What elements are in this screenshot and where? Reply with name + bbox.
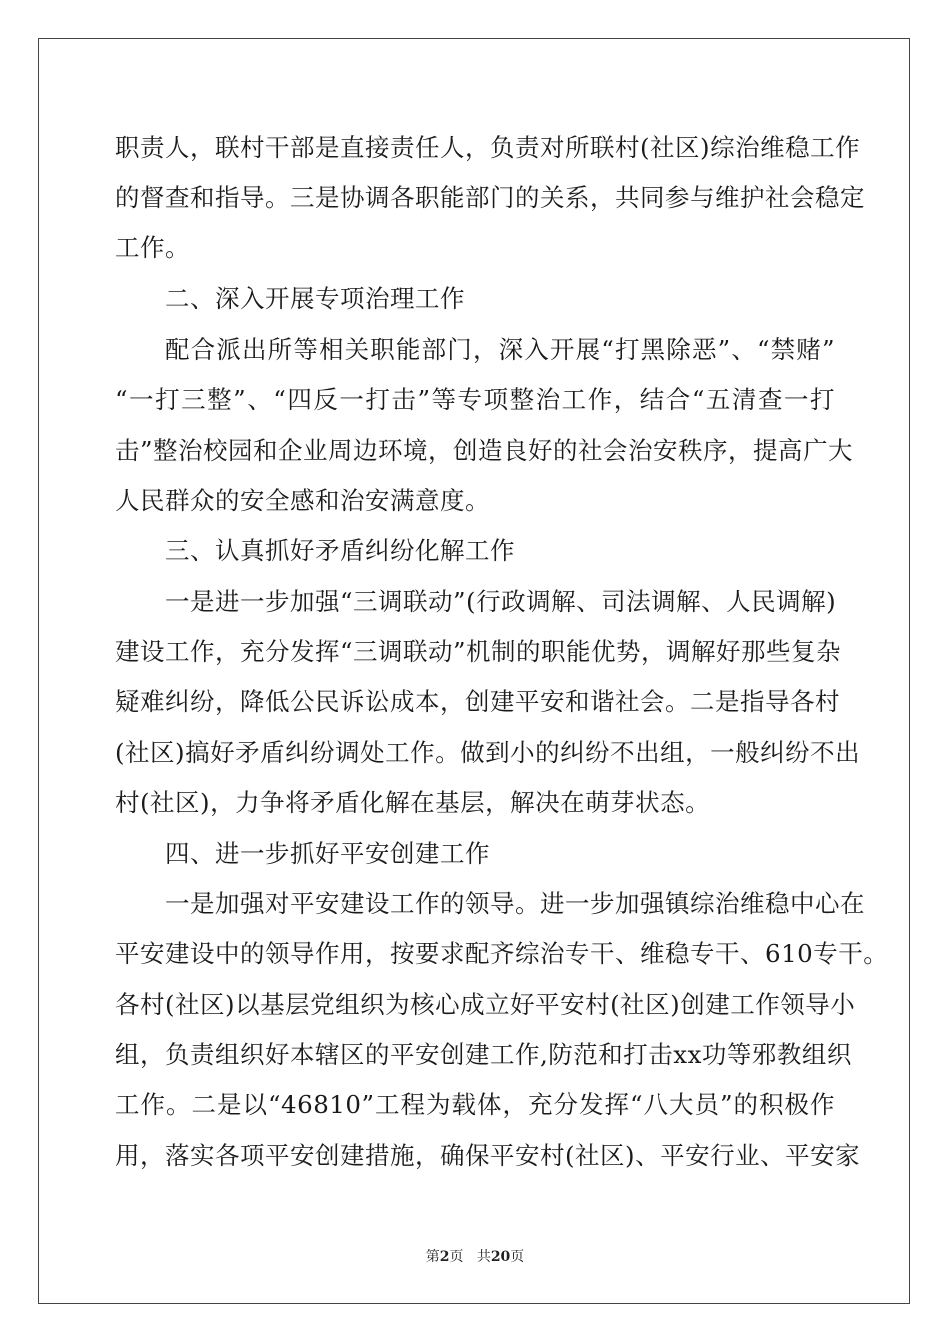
paragraph-line: 一是进一步加强“三调联动”(行政调解、司法调解、人民调解): [165, 587, 837, 616]
footer-page-suffix: 页: [449, 1249, 464, 1265]
paragraph-line: 工作。: [115, 233, 190, 262]
paragraph-line: 工作。二是以“46810”工程为载体，充分发挥“八大员”的积极作: [115, 1090, 835, 1119]
paragraph-line: 组，负责组织好本辖区的平安创建工作,防范和打击xx功等邪教组织: [115, 1040, 852, 1069]
paragraph-line: (社区)搞好矛盾纠纷调处工作。做到小的纠纷不出组，一般纠纷不出: [115, 738, 861, 767]
section-heading: 二、深入开展专项治理工作: [165, 284, 465, 313]
paragraph-line: 配合派出所等相关职能部门，深入开展“打黑除恶”、“禁赌”: [165, 335, 835, 364]
paragraph-line: 人民群众的安全感和治安满意度。: [115, 486, 490, 515]
footer-prefix: 第: [425, 1249, 440, 1265]
paragraph-line: 各村(社区)以基层党组织为核心成立好平安村(社区)创建工作领导小: [115, 990, 856, 1019]
section-heading: 三、认真抓好矛盾纠纷化解工作: [165, 536, 515, 565]
paragraph-line: 击”整治校园和企业周边环境，创造良好的社会治安秩序，提高广大: [115, 436, 854, 465]
paragraph-line: 的督查和指导。三是协调各职能部门的关系，共同参与维护社会稳定: [115, 183, 865, 212]
paragraph-line: 一是加强对平安建设工作的领导。进一步加强镇综治维稳中心在: [165, 889, 865, 918]
section-heading: 四、进一步抓好平安创建工作: [165, 839, 490, 868]
paragraph-line: 建设工作，充分发挥“三调联动”机制的职能优势，调解好那些复杂: [115, 637, 842, 666]
paragraph-line: 职责人，联村干部是直接责任人，负责对所联村(社区)综治维稳工作: [115, 133, 861, 162]
paragraph-line: 用，落实各项平安创建措施，确保平安村(社区)、平安行业、平安家: [115, 1141, 861, 1170]
paragraph-line: 疑难纠纷，降低公民诉讼成本，创建平安和谐社会。二是指导各村: [115, 687, 840, 716]
footer-total-suffix: 页: [510, 1249, 525, 1265]
current-page-number: 2: [439, 1249, 450, 1265]
page-number-footer: [0, 1248, 950, 1266]
footer-total-prefix: 共: [476, 1249, 491, 1265]
paragraph-line: 村(社区)，力争将矛盾化解在基层，解决在萌芽状态。: [115, 788, 711, 817]
paragraph-line: “一打三整”、“四反一打击”等专项整治工作，结合“五清查一打: [115, 385, 835, 414]
total-page-count: 20: [490, 1249, 511, 1265]
paragraph-line: 平安建设中的领导作用，按要求配齐综治专干、维稳专干、610专干。: [115, 939, 889, 968]
